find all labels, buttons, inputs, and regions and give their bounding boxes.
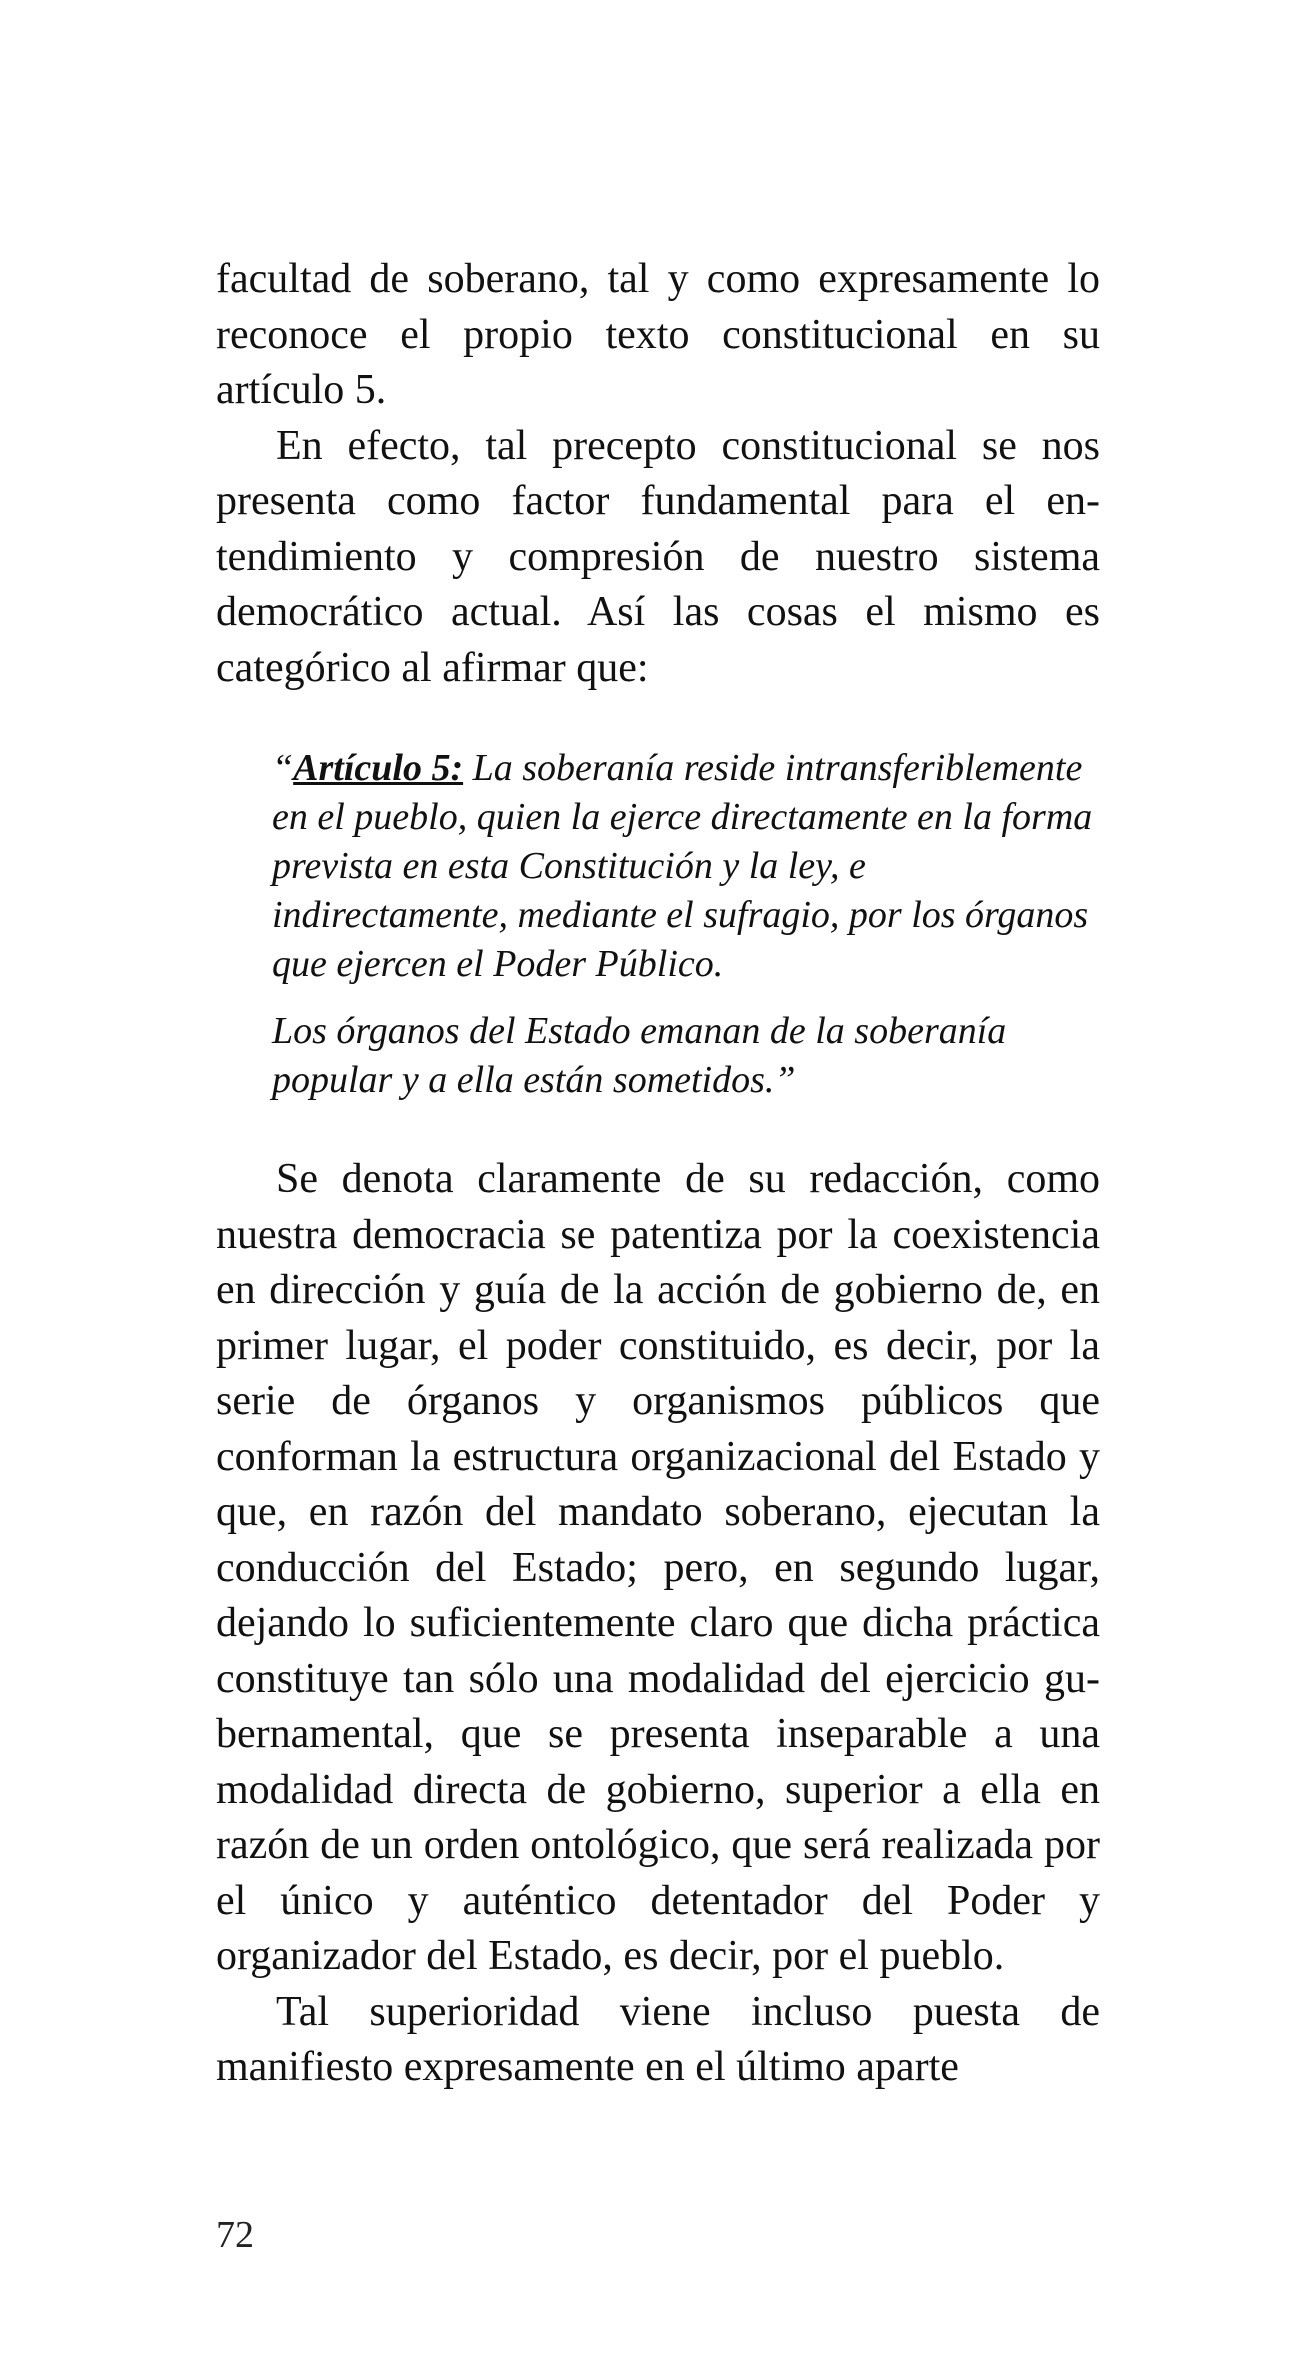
- paragraph-superioridad: Tal superioridad viene incluso puesta de manifiesto expresamente en el último aparte: [216, 1988, 1100, 2090]
- page-number: 72: [216, 2214, 254, 2256]
- article-heading: Artículo 5:: [293, 747, 464, 789]
- quote-paragraph-1: [272, 744, 1100, 989]
- quote-text-1: La soberanía reside intransferiblemente en el pueblo, quien la ejerce directamente en la forma prevista en esta Constitución y la ley, e indirectamente, mediante el sufragio, por los órganos que ejercen el Poder Público.: [272, 747, 1093, 985]
- page-body: [216, 252, 1100, 2096]
- quote-paragraph-2: [272, 1007, 1100, 1105]
- quote-close-mark: ”: [774, 1059, 796, 1101]
- quote-text-2: Los órganos del Estado emanan de la soberanía popular y a ella están sometidos.: [272, 1010, 1007, 1101]
- paragraph-precepto: En efecto, tal precepto constitucional se nos presenta como factor fundamental para el entendimiento y compresión de nuestro sistema democrático actual. Así las cosas el mismo es categórico al afirmar que:: [216, 422, 1100, 691]
- paragraph-analysis: Se denota claramente de su redacción, como nuestra democracia se patentiza por la coexistencia en dirección y guía de la acción de gobierno de, en primer lugar, el poder constituido, es decir, por la serie de órganos y organismos públicos que conforman la estructura organizacional del Estado y que, en razón del mandato soberano, ejecutan la conducción del Estado; pero, en segundo lugar, dejando lo suficientemente claro que dicha práctica constituye tan sólo una modalidad del ejercicio gubernamental, que se presenta inseparable a una modalidad directa de gobierno, superior a ella en razón de un orden ontológico, que será realizada por el único y auténtico detentador del Poder y organizador del Estado, es decir, por el pueblo.: [216, 1156, 1100, 1979]
- quote-open-mark: “: [272, 747, 294, 789]
- article-5-quote: [272, 744, 1100, 1105]
- paragraph-continuation: facultad de soberano, tal y como expresamente lo reconoce el propio texto constitucional en su artículo 5.: [216, 256, 1100, 413]
